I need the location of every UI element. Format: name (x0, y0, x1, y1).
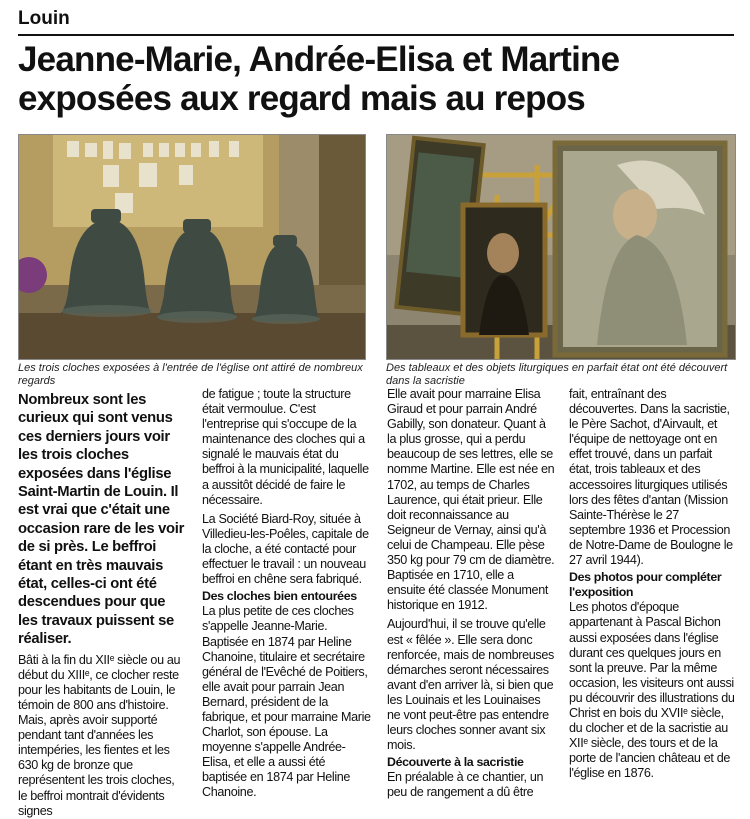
headline-line-1: Jeanne-Marie, Andrée-Elisa et Martine (18, 40, 620, 79)
paintings-photo (386, 134, 736, 360)
subheading-photos: Des photos pour compléter l'exposition (569, 570, 722, 600)
article-paragraph: Bâti à la fin du XIIᵉ siècle ou au début du XIIIᵉ, ce clocher reste pour les habitants de Louin, le témoin de 800 ans d'histoire. Mais, après avoir supporté pendant tant d'années les intempéries, les fientes et les 630 kg de bronze que représentent les trois cloches, le beffroi montrait d'évidents signes (18, 652, 181, 818)
subheading-sacristie: Découverte à la sacristie (387, 755, 524, 770)
article-column-4 (569, 387, 735, 781)
article-paragraph: Elle avait pour marraine Elisa Giraud et pour parrain André Gabilly, son donateur. Quant à la plus grosse, qui a perdu beaucoup de ses lettres, elle se nomme Martine. Elle est née en 1702, au temps de Charles Laurence, qui était prieur. Elle doit reconnaissance au Seigneur de Vernay, ainsi qu'à celui de Champeau. Elle pèse 350 kg pour 79 cm de diamètre. Baptisée en 1710, elle a ensuite été classée Monument historique en 1912. (387, 387, 555, 613)
headline-line-2: exposées aux regard mais au repos (18, 79, 585, 118)
headline (18, 40, 734, 118)
article-paragraph: fait, entraînant des découvertes. Dans la sacristie, le Père Sachot, d'Airvault, et l'équipe de nettoyage ont en effet trouvé, dans un parfait état, trois tableaux et des accessoires liturgiques utilisés lors des fêtes d'antan (Mission Sainte-Thérèse le 27 septembre 1936 et Procession de Notre-Dame de Boulogne le 27 avril 1944). (569, 387, 733, 568)
article-paragraph: En préalable à ce chantier, un peu de rangement a dû être (387, 770, 544, 800)
paintings-photo-caption: Des tableaux et des objets liturgiques en parfait état ont été découvert dans la sacristie (386, 362, 728, 387)
kicker-rule (18, 34, 734, 36)
bells-photo (18, 134, 366, 360)
article-lead: Nombreux sont les curieux qui sont venus ces derniers jours voir les trois cloches exposées dans l'église Saint-Martin de Louin. Il est vrai que c'était une occasion rare de les voir de si près. Le beffroi étant en très mauvais état, celles-ci ont été descendues pour que les travaux puissent se réaliser. (18, 392, 185, 648)
section-kicker: Louin (18, 8, 70, 29)
article-column-2 (202, 387, 372, 801)
article-paragraph: Les photos d'époque appartenant à Pascal Bichon aussi exposées dans l'église durant ces quelques jours en sont la preuve. Par la même occasion, les visiteurs ont aussi pu découvrir des illustrations du Christ en bois du XVIIᵉ siècle, du clocher et de la sacristie au XIIᵉ siècle, des tours et de la porte de l'ancien château et de l'église en 1876. (569, 600, 735, 781)
article-paragraph: La plus petite de ces cloches s'appelle Jeanne-Marie. Baptisée en 1874 par Heline Chanoine, titulaire et secrétaire général de l'Evêché de Poitiers, elle avait pour parrain Jean Bernard, président de la fabrique, et pour marraine Marie Charlot, son épouse. La moyenne s'appelle Andrée-Elisa, et elle a aussi été baptisée en 1874 par Heline Chanoine. (202, 604, 371, 800)
article-column-3 (387, 387, 555, 801)
article-column-1 (18, 391, 186, 819)
article-paragraph: de fatigue ; toute la structure était vermoulue. C'est l'entreprise qui s'occupe de la maintenance des cloches qui a signalé le mauvais état du beffroi à la municipalité, laquelle a aussitôt décidé de faire le nécessaire. (202, 387, 369, 507)
subheading-cloches: Des cloches bien entourées (202, 589, 357, 604)
article-paragraph: Aujourd'hui, il se trouve qu'elle est « fêlée ». Elle sera donc renforcée, mais de nombreuses démarches seront nécessaires avant d'en arriver là, si bien que les Louinais et les Louinaises ne vont peut-être pas entendre leurs cloches sonner avant six mois. (387, 617, 554, 753)
bells-photo-caption: Les trois cloches exposées à l'entrée de l'église ont attiré de nombreux regards (18, 362, 363, 387)
article-paragraph: La Société Biard-Roy, située à Villedieu-les-Poêles, capitale de la cloche, a été contacté pour effectuer le travail : un nouveau beffroi en chêne sera fabriqué. (202, 511, 369, 587)
